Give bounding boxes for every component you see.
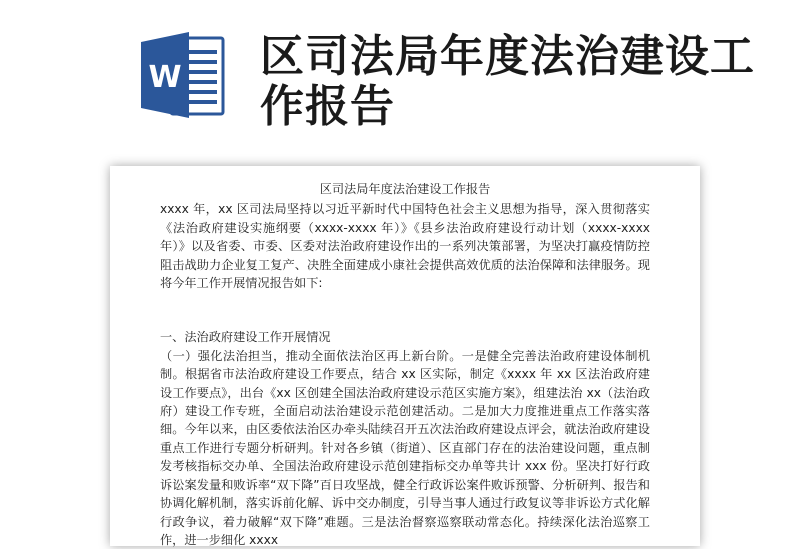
page-title: 区司法局年度法治建设工作报告 [260,31,755,132]
word-icon-letter: W [148,60,182,95]
section-paragraph: （一）强化法治担当，推动全面依法治区再上新台阶。一是健全完善法治政府建设体制机制。根据省市法治政府建设工作要点，结合 xx 区实际，制定《xxxx 年 xx 区法治政府建设工作要点》，出台《xx 区创建全国法治政府建设示范区实施方案》，组建法治 xx（法治政府）建设工作专班，全面启动法治建设示范创建活动。二是加大力度推进重点工作落实落细。今年以来，由区委依法治区办牵头陆续召开五次法治政府建设点评会，就法治政府建设重点工作进行专题分析研判。针对各乡镇（街道）、区直部门存在的法治建设问题，重点制发考核指标交办单、全国法治政府建设示范创建指标交办单等共计 xxx 份。坚决打好行政诉讼案发量和败诉率“双下降”百日攻坚战，健全行政诉讼案件败诉预警、分析研判、报告和协调化解机制，落实诉前化解、诉中交办制度，引导当事人通过行政复议等非诉讼方式化解行政争议，着力破解“双下降”难题。三是法治督察巡察联动常态化。持续深化法治巡察工作，进一步细化 xxxx [160,348,650,547]
header [0,0,800,150]
paragraph-gap [160,292,650,328]
intro-paragraph: xxxx 年，xx 区司法局坚持以习近平新时代中国特色社会主义思想为指导，深入贯彻落实《法治政府建设实施纲要（xxxx-xxxx 年）》《县乡法治政府建设行动计划（xxxx-xxxx 年）》以及省委、市委、区委对法治政府建设作出的一系列决策部署，为坚决打赢疫情防控阻击战助力企业复工复产、决胜全面建成小康社会提供高效优质的法治保障和法律服务。现将今年工作开展情况报告如下: [160,202,650,291]
document-body [160,180,650,549]
word-icon [141,32,225,118]
section-heading: 一、法治政府建设工作开展情况 [160,330,331,345]
document-title: 区司法局年度法治建设工作报告 [319,182,491,196]
